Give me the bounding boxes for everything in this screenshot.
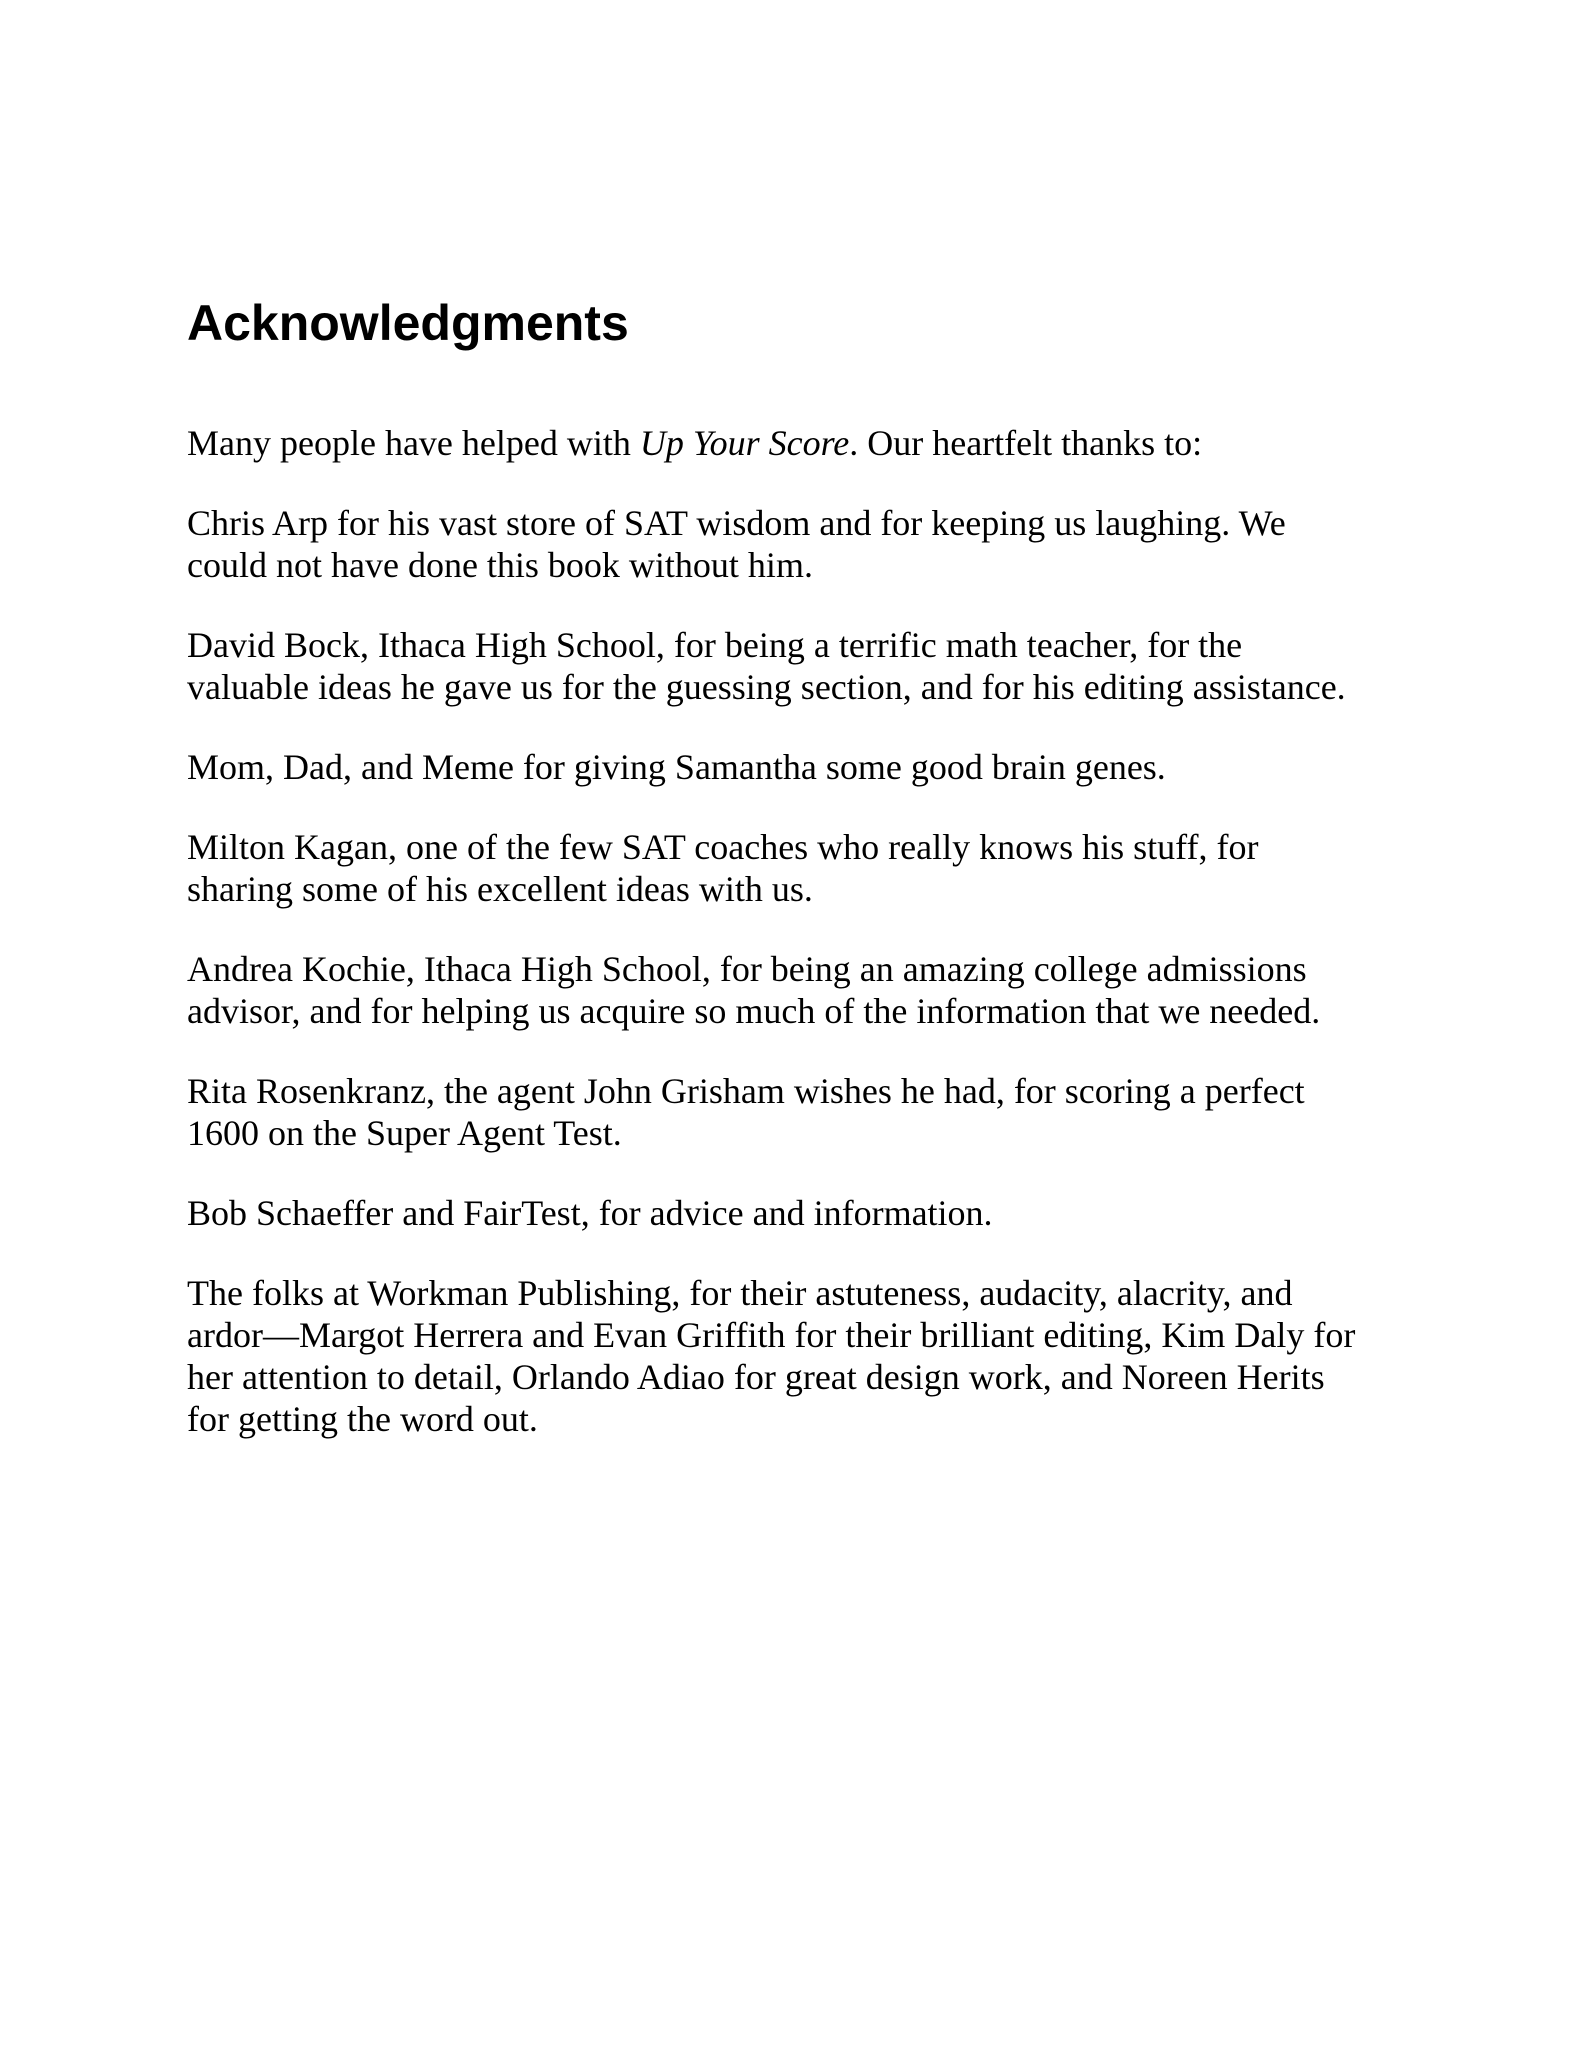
paragraph-text: Many people have helped with bbox=[187, 423, 640, 463]
paragraph bbox=[187, 1272, 1367, 1440]
book-title-italic: Up Your Score bbox=[639, 423, 850, 463]
paragraph-text: Milton Kagan, one of the few SAT coaches who really knows his stuff, for sharing some of his excellent ideas with us. bbox=[187, 827, 1259, 909]
paragraph bbox=[187, 826, 1367, 910]
paragraph-text: Bob Schaeffer and FairTest, for advice and information. bbox=[187, 1193, 993, 1233]
paragraph bbox=[187, 624, 1367, 708]
paragraph-text: Mom, Dad, and Meme for giving Samantha some good brain genes. bbox=[187, 747, 1166, 787]
paragraph bbox=[187, 746, 1367, 788]
paragraph bbox=[187, 948, 1367, 1032]
paragraph-text: The folks at Workman Publishing, for their astuteness, audacity, alacrity, and ardor—Margot Herrera and Evan Griffith for their brilliant editing, Kim Daly for her attention to detail, Orlando Adiao for great design work, and Noreen Herits for getting the word out. bbox=[187, 1273, 1356, 1439]
paragraph bbox=[187, 422, 1367, 464]
paragraph-text: Rita Rosenkranz, the agent John Grisham wishes he had, for scoring a perfect 1600 on the Super Agent Test. bbox=[187, 1071, 1305, 1153]
paragraph bbox=[187, 502, 1367, 586]
paragraph-text: David Bock, Ithaca High School, for being a terrific math teacher, for the valuable ideas he gave us for the guessing section, and for his editing assistance. bbox=[187, 625, 1346, 707]
paragraph bbox=[187, 1192, 1367, 1234]
acknowledgments-text bbox=[187, 422, 1367, 1440]
chapter-title: Acknowledgments bbox=[187, 295, 629, 351]
paragraph-text: Andrea Kochie, Ithaca High School, for being an amazing college admissions advisor, and for helping us acquire so much of the information that we needed. bbox=[187, 949, 1321, 1031]
paragraph-text: . Our heartfelt thanks to: bbox=[849, 423, 1203, 463]
paragraph bbox=[187, 1070, 1367, 1154]
paragraph-text: Chris Arp for his vast store of SAT wisdom and for keeping us laughing. We could not have done this book without him. bbox=[187, 503, 1286, 585]
